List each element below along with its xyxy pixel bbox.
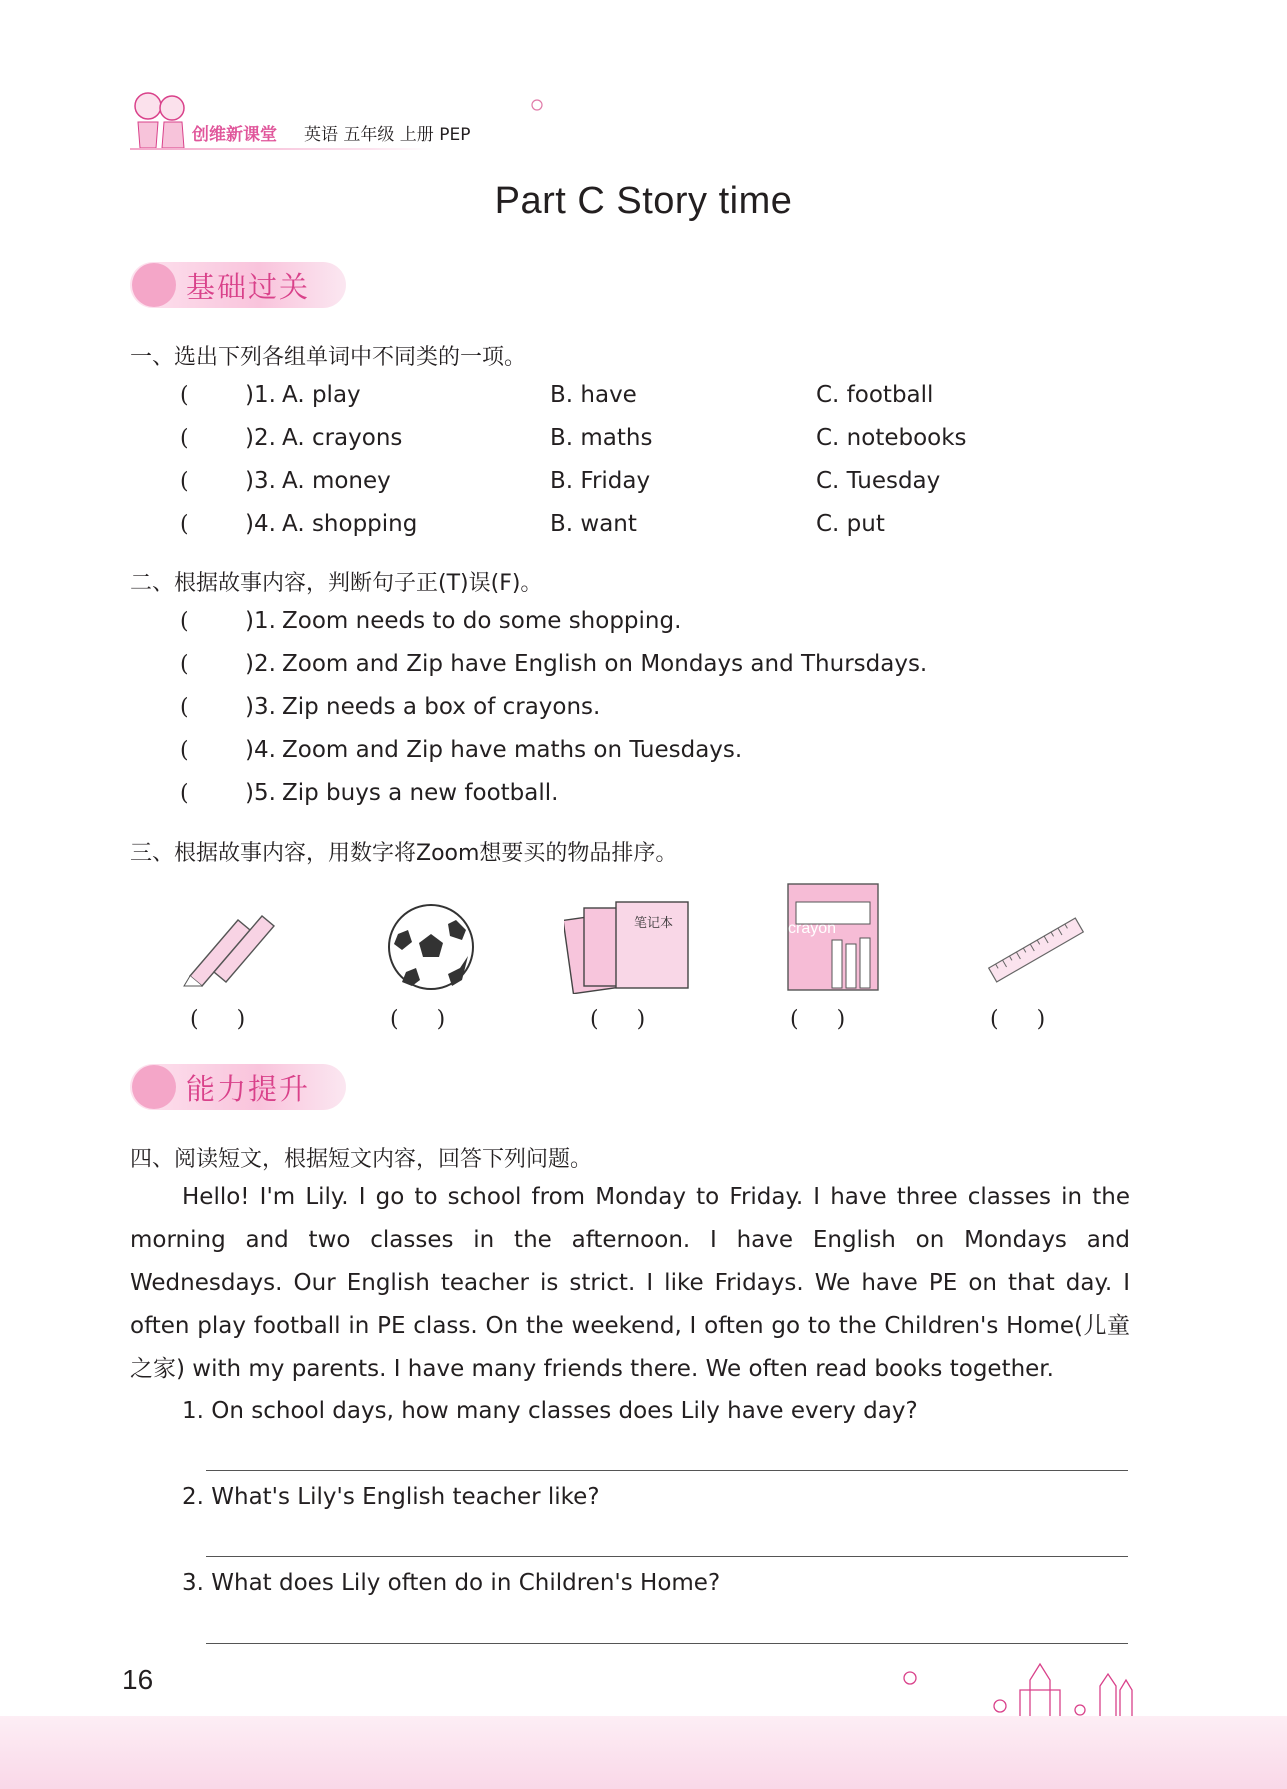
page-number: 16 — [122, 1664, 154, 1695]
s1-option-a: A. play — [282, 382, 361, 408]
notebooks-icon — [564, 898, 694, 994]
brand-name: 创维新课堂 — [192, 125, 277, 145]
picture-answer-paren: () — [990, 1007, 1084, 1032]
section2-heading: 二、根据故事内容，判断句子正(T)误(F)。 — [130, 571, 543, 596]
picture-answer-paren: () — [390, 1007, 484, 1032]
answer-paren: ( — [180, 781, 189, 806]
answer-paren: ( — [180, 469, 189, 494]
answer-line-3[interactable] — [206, 1643, 1128, 1644]
book-info: 英语 五年级 上册 PEP — [304, 125, 471, 145]
girl-face-icon — [132, 263, 176, 307]
footer-band — [0, 1716, 1287, 1789]
answer-paren: ( — [180, 426, 189, 451]
answer-paren: ( — [180, 383, 189, 408]
s1-option-c: C. Tuesday — [816, 468, 941, 494]
s1-option-c: C. notebooks — [816, 425, 967, 451]
answer-line-1[interactable] — [206, 1470, 1128, 1471]
s2-item-number: )1. — [245, 608, 276, 634]
answer-line-2[interactable] — [206, 1556, 1128, 1557]
s1-option-b: B. maths — [550, 425, 653, 451]
notebook-label: 笔记本 — [634, 916, 674, 931]
header-divider — [130, 148, 430, 150]
s1-option-a: A. crayons — [282, 425, 403, 451]
ruler-icon — [982, 910, 1090, 990]
section1-heading: 一、选出下列各组单词中不同类的一项。 — [130, 345, 527, 370]
s1-item-number: )1. — [245, 382, 276, 408]
section3-heading: 三、根据故事内容，用数字将Zoom想要买的物品排序。 — [130, 841, 678, 866]
badge-label: 基础过关 — [186, 269, 311, 304]
s2-statement: Zip needs a box of crayons. — [282, 694, 601, 720]
s1-option-a: A. shopping — [282, 511, 418, 537]
football-icon — [386, 902, 476, 992]
answer-paren: ( — [180, 652, 189, 677]
picture-answer-paren: () — [790, 1007, 884, 1032]
s1-item-number: )3. — [245, 468, 276, 494]
s1-option-b: B. want — [550, 511, 637, 537]
s2-item-number: )3. — [245, 694, 276, 720]
s1-option-c: C. football — [816, 382, 934, 408]
s2-statement: Zoom and Zip have English on Mondays and Thursdays. — [282, 651, 928, 677]
section-badge-advanced — [130, 1064, 346, 1110]
s2-item-number: )4. — [245, 737, 276, 763]
s2-statement: Zip buys a new football. — [282, 780, 559, 806]
s1-option-a: A. money — [282, 468, 391, 494]
badge-label: 能力提升 — [186, 1071, 311, 1106]
s2-statement: Zoom needs to do some shopping. — [282, 608, 682, 634]
s2-item-number: )2. — [245, 651, 276, 677]
question-1: 1. On school days, how many classes does Lily have every day? — [182, 1398, 918, 1424]
picture-answer-paren: () — [590, 1007, 684, 1032]
answer-paren: ( — [180, 609, 189, 634]
s1-option-c: C. put — [816, 511, 885, 537]
s1-option-b: B. Friday — [550, 468, 651, 494]
girl-face-icon — [132, 1065, 176, 1109]
question-3: 3. What does Lily often do in Children's Home? — [182, 1570, 721, 1596]
s2-statement: Zoom and Zip have maths on Tuesdays. — [282, 737, 743, 763]
answer-paren: ( — [180, 512, 189, 537]
page-title: Part C Story time — [494, 180, 793, 222]
s1-item-number: )4. — [245, 511, 276, 537]
castle-doodle-icon — [880, 1650, 1180, 1720]
section-badge-basic — [130, 262, 346, 308]
section4-heading: 四、阅读短文，根据短文内容，回答下列问题。 — [130, 1147, 593, 1172]
s2-item-number: )5. — [245, 780, 276, 806]
crayon-label: crayon — [788, 920, 837, 937]
s1-option-b: B. have — [550, 382, 637, 408]
s1-item-number: )2. — [245, 425, 276, 451]
pencils-icon — [176, 906, 286, 988]
reading-passage: Hello! I'm Lily. I go to school from Monday to Friday. I have three classes in the morning and two classes in the afternoon. I have English on Mondays and Wednesdays. Our English teacher is strict. I like Fridays. We have PE on that day. I often play football in PE class. On the weekend, I often go to the Children's Home(儿童之家) with my parents. I have many friends there. We often read books together. — [130, 1184, 1130, 1382]
answer-paren: ( — [180, 738, 189, 763]
question-2: 2. What's Lily's English teacher like? — [182, 1484, 600, 1510]
kids-mascot-icon — [128, 86, 192, 156]
answer-paren: ( — [180, 695, 189, 720]
picture-answer-paren: () — [190, 1007, 284, 1032]
flower-icon — [528, 96, 546, 114]
